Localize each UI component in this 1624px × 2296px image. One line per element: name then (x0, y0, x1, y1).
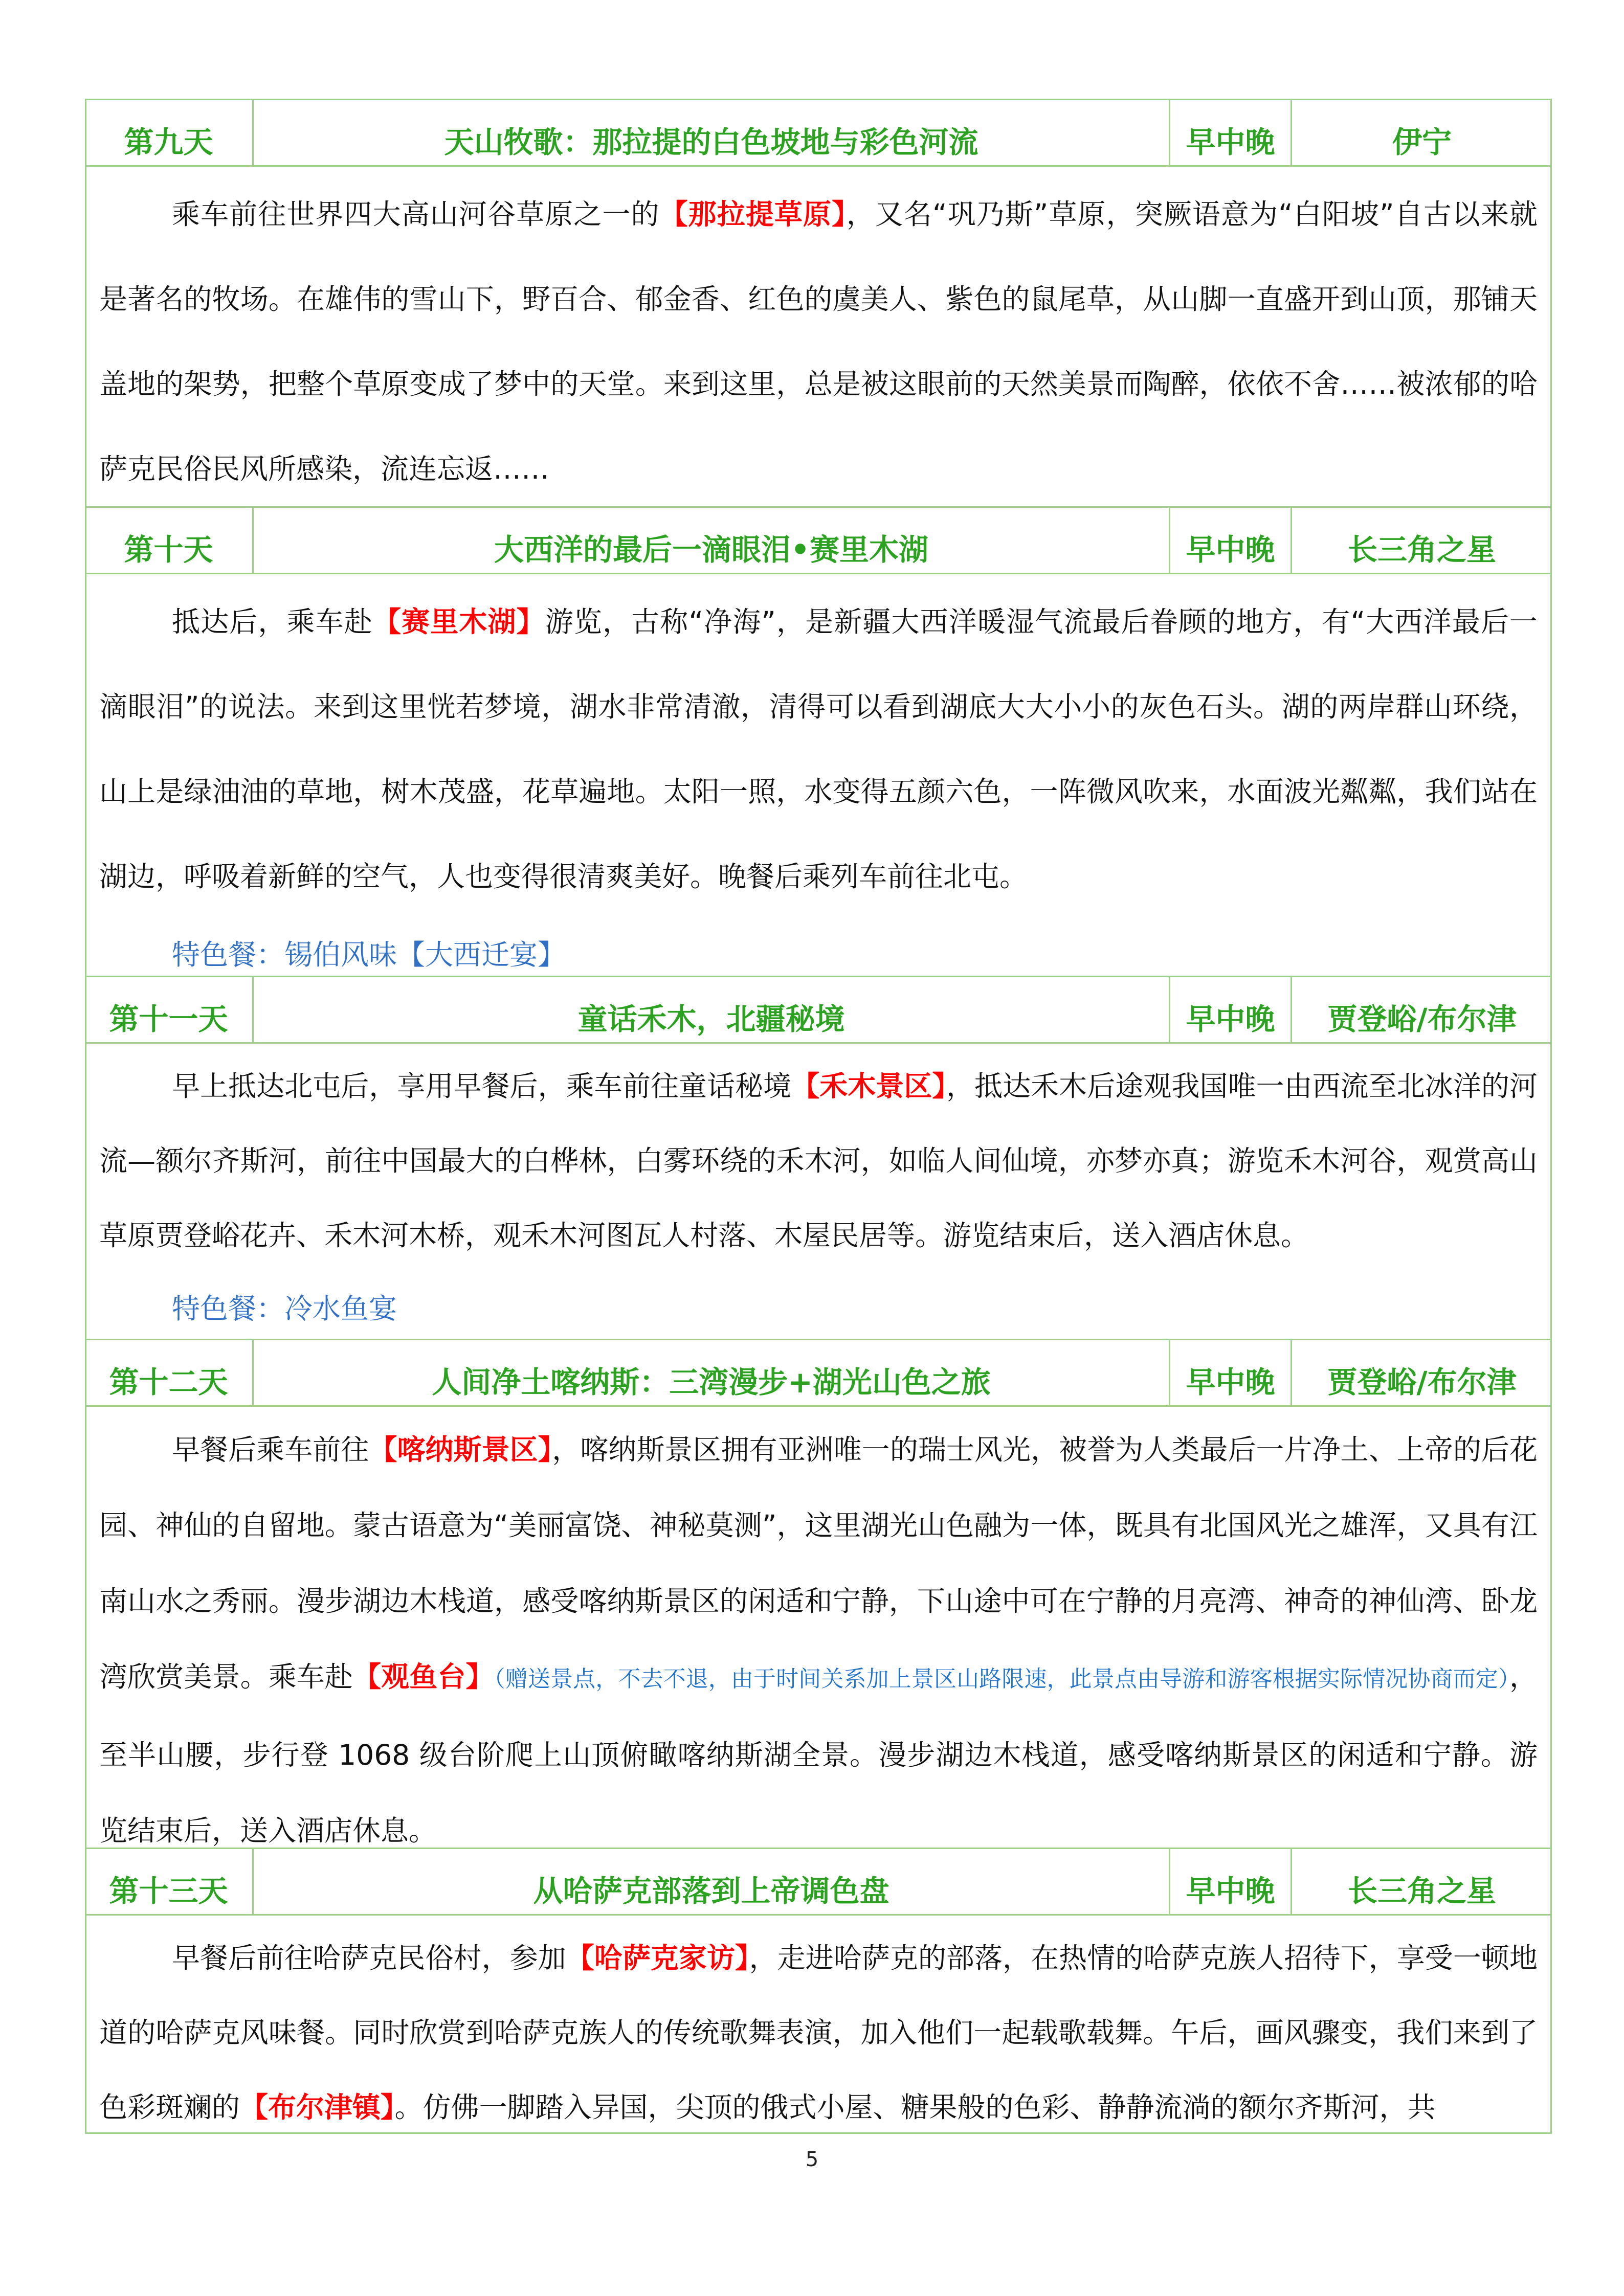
meals-cell: 早中晚 (1170, 1340, 1292, 1405)
attraction-highlight: 【布尔津镇】 (240, 2091, 395, 2124)
lodging-cell: 贾登峪/布尔津 (1327, 1365, 1517, 1400)
day-label: 第十一天 (85, 977, 254, 1042)
page-number: 5 (805, 2148, 819, 2171)
day-header (85, 976, 1552, 1044)
day-header (85, 1339, 1552, 1407)
day-description: 早餐后乘车前往【喀纳斯景区】，喀纳斯景区拥有亚洲唯一的瑞士风光，被誉为人类最后一片净土、上帝的后花园、神仙的自留地。蒙古语意为“美丽富饶、神秘莫测”，这里湖光山色融为一体，既具有北国风光之雄浑，又具有江南山水之秀丽。漫步湖边木栈道，感受喀纳斯景区的闲适和宁静，下山途中可在宁静的月亮湾、神奇的神仙湾、卧龙湾欣赏美景。乘车赴【观鱼台】（赠送景点，不去不退，由于时间关系加上景区山路限速，此景点由导游和游客根据实际情况协商而定），至半山腰，步行登 1068 级台阶爬上山顶俯瞰喀纳斯湖全景。漫步湖边木栈道，感受喀纳斯景区的闲适和宁静。游览结束后，送入酒店休息。 (99, 1433, 1538, 1847)
attraction-highlight: 【喀纳斯景区】 (369, 1433, 552, 1466)
meals-cell: 早中晚 (1170, 508, 1292, 573)
day-description: 早餐后前往哈萨克民俗村，参加【哈萨克家访】，走进哈萨克的部落，在热情的哈萨克族人招待下，享受一顿地道的哈萨克风味餐。同时欣赏到哈萨克族人的传统歌舞表演，加入他们一起载歌载舞。午后，画风骤变，我们来到了色彩斑斓的【布尔津镇】。仿佛一脚踏入异国，尖顶的俄式小屋、糖果般的色彩、静静流淌的额尔齐斯河，共 (99, 1942, 1538, 2124)
attraction-highlight: 【哈萨克家访】 (566, 1942, 749, 1974)
special-meal-note: 特色餐：锡伯风味【大西迁宴】 (172, 938, 566, 971)
day-label: 第十三天 (85, 1849, 254, 1914)
day-title: 天山牧歌：那拉提的白色坡地与彩色河流 (254, 100, 1170, 165)
lodging-cell: 长三角之星 (1347, 1874, 1496, 1908)
day-section-10 (85, 506, 1552, 991)
attraction-highlight: 【观鱼台】 (353, 1660, 494, 1693)
attraction-highlight: 【禾木景区】 (791, 1070, 946, 1102)
attraction-highlight: 【赛里木湖】 (372, 605, 545, 638)
day-description: 早上抵达北屯后，享用早餐后，乘车前往童话秘境【禾木景区】，抵达禾木后途观我国唯一由西流至北冰洋的河流—额尔齐斯河，前往中国最大的白桦林，白雾环绕的禾木河，如临人间仙境，亦梦亦真；游览禾木河谷，观赏高山草原贾登峪花卉、禾木河木桥，观禾木河图瓦人村落、木屋民居等。游览结束后，送入酒店休息。 特色餐：冷水鱼宴 (85, 1044, 1552, 1344)
meals-cell: 早中晚 (1170, 100, 1292, 165)
meals-cell: 早中晚 (1170, 977, 1292, 1042)
attraction-highlight: 【那拉提草原】 (659, 198, 847, 231)
day-section-11 (85, 976, 1552, 1344)
day-section-13 (85, 1848, 1552, 2145)
special-meal-note: 特色餐：冷水鱼宴 (172, 1292, 397, 1325)
day-header (85, 506, 1552, 574)
day-header (85, 99, 1552, 167)
bonus-note: （赠送景点，不去不退，由于时间关系加上景区山路限速，此景点由导游和游客根据实际情况协商而定） (494, 1666, 1509, 1692)
day-label: 第九天 (85, 100, 254, 165)
day-title: 大西洋的最后一滴眼泪•赛里木湖 (254, 508, 1170, 573)
day-title: 从哈萨克部落到上帝调色盘 (254, 1849, 1170, 1914)
day-description: 抵达后，乘车赴【赛里木湖】游览，古称“净海”，是新疆大西洋暖湿气流最后眷顾的地方，有“大西洋最后一滴眼泪”的说法。来到这里恍若梦境，湖水非常清澈，清得可以看到湖底大大小小的灰色石头。湖的两岸群山环绕，山上是绿油油的草地，树木茂盛，花草遍地。太阳一照，水变得五颜六色，一阵微风吹来，水面波光粼粼，我们站在湖边，呼吸着新鲜的空气，人也变得很清爽美好。晚餐后乘列车前往北屯。 特色餐：锡伯风味【大西迁宴】 (85, 574, 1552, 991)
day-header (85, 1848, 1552, 1916)
day-title: 人间净土喀纳斯：三湾漫步+湖光山色之旅 (254, 1340, 1170, 1405)
day-section-12 (85, 1339, 1552, 1869)
lodging-cell: 长三角之星 (1347, 532, 1496, 567)
day-section-9 (85, 99, 1552, 511)
day-label: 第十天 (85, 508, 254, 573)
lodging-cell: 伊宁 (1392, 125, 1452, 160)
meals-cell: 早中晚 (1170, 1849, 1292, 1914)
day-description: 乘车前往世界四大高山河谷草原之一的【那拉提草原】，又名“巩乃斯”草原，突厥语意为“白阳坡”自古以来就是著名的牧场。在雄伟的雪山下，野百合、郁金香、红色的虞美人、紫色的鼠尾草，从山脚一直盛开到山顶，那铺天盖地的架势，把整个草原变成了梦中的天堂。来到这里，总是被这眼前的天然美景而陶醉，依依不舍……被浓郁的哈萨克民俗民风所感染，流连忘返…… (99, 198, 1538, 485)
day-label: 第十二天 (85, 1340, 254, 1405)
day-title: 童话禾木，北疆秘境 (254, 977, 1170, 1042)
table-bottom-border (85, 2132, 1552, 2134)
lodging-cell: 贾登峪/布尔津 (1327, 1002, 1517, 1037)
